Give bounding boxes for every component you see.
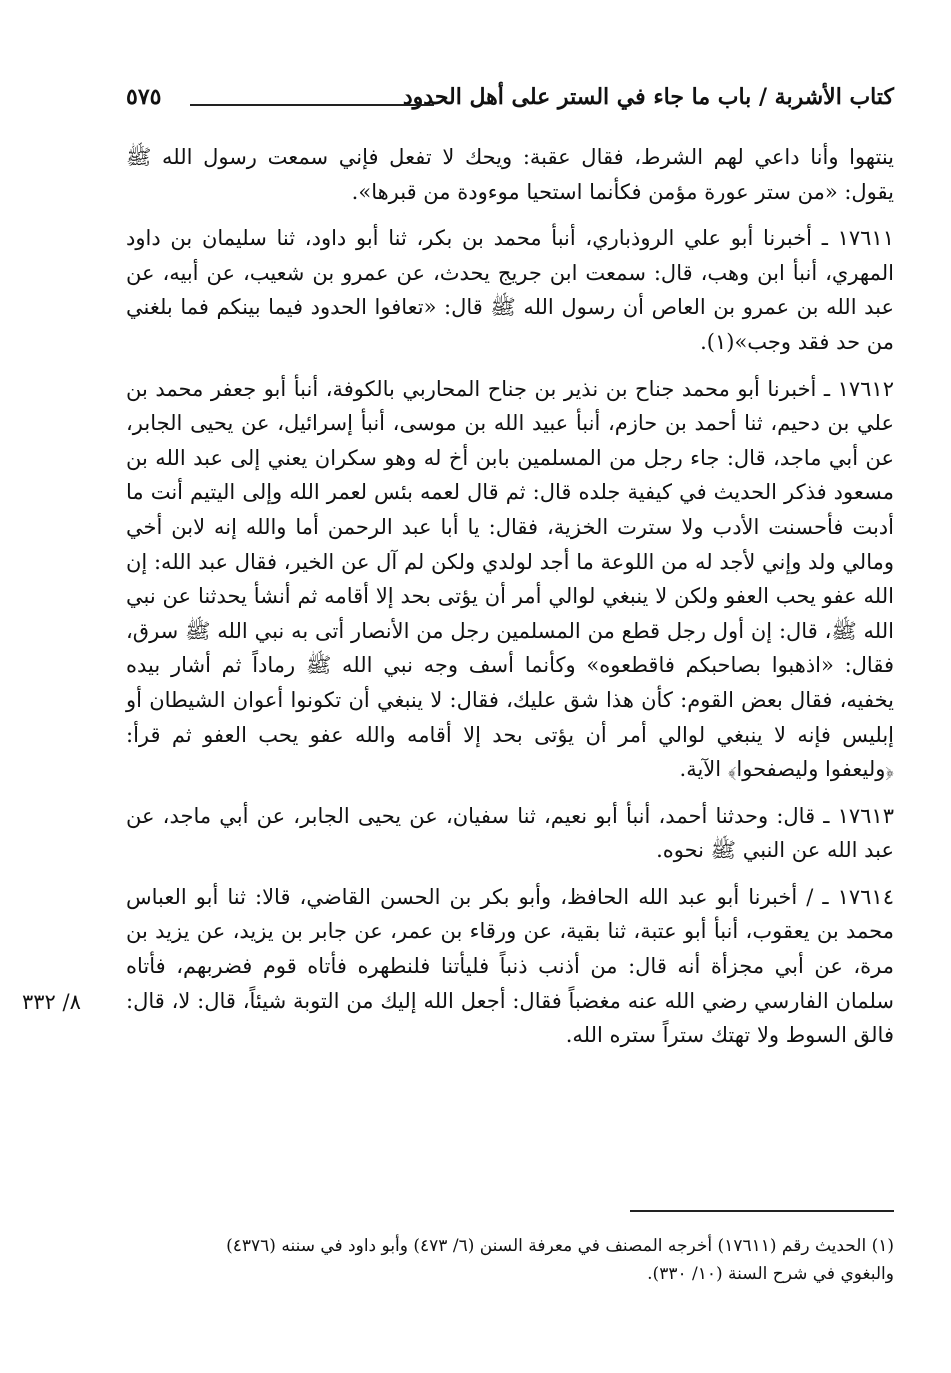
page-number: ٥٧٥ xyxy=(126,84,162,110)
paragraph-continuation: ينتهوا وأنا داعي لهم الشرط، فقال عقبة: ويحك لا تفعل فإني سمعت رسول الله ﷺ يقول: «من ستر عورة مؤمن فكأنما استحيا موءودة من قبرها». xyxy=(126,145,894,204)
main-text xyxy=(126,140,894,1065)
hadith-17612: ١٧٦١٢ ـ أخبرنا أبو محمد جناح بن نذير بن جناح المحاربي بالكوفة، أنبأ أبو جعفر محمد بن علي بن دحيم، ثنا أحمد بن حازم، أنبأ عبيد الله بن موسى، أنبأ إسرائيل، عن يحيى الجابر، عن أبي ماجد، قال: جاء رجل من المسلمين بابن أخ له وهو سكران يعني إلى عبد الله بن مسعود فذكر الحديث في كيفية جلده قال: ثم قال لعمه بئس لعمر الله وإلى اليتيم أنت ما أدبت فأحسنت الأدب ولا سترت الخزية، فقال: يا أبا عبد الرحمن أما والله إنه لابن أخي ومالي ولد وإني لأجد له من اللوعة ما أجد لولدي ولكن لم آل عن الخير، فقال عبد الله: إن الله عفو يحب العفو ولكن لا ينبغي لوالي أمر أن يؤتى بحد إلا أقامه ثم أنشأ يحدثنا عن نبي الله ﷺ، قال: إن أول رجل قطع من المسلمين رجل من الأنصار أتى به نبي الله ﷺ سرق، فقال: «اذهبوا بصاحبكم فاقطعوه» وكأنما أسف وجه نبي الله ﷺ رماداً ثم أشار بيده يخفيه، فقال بعض القوم: كأن هذا شق عليك، فقال: لا ينبغي أن تكونوا أعوان الشيطان أو إبليس فإنه لا ينبغي لوالي أمر أن يؤتى بحد إلا أقامه والله عفو يحب العفو ثم قرأ: ﴿وليعفوا وليصفحوا﴾ الآية. xyxy=(126,376,894,782)
footnote-line: (١) الحديث رقم (١٧٦١١) أخرجه المصنف في معرفة السنن (٦/ ٤٧٣) وأبو داود في سننه (٤٣٧٦) xyxy=(226,1236,894,1256)
header-title: كتاب الأشربة / باب ما جاء في الستر على أهل الحدود xyxy=(402,84,894,110)
footnotes xyxy=(126,1232,894,1288)
footnote-separator xyxy=(630,1210,894,1212)
hadith-17613: ١٧٦١٣ ـ قال: وحدثنا أحمد، أنبأ أبو نعيم، ثنا سفيان، عن يحيى الجابر، عن أبي ماجد، عن عبد الله عن النبي ﷺ نحوه. xyxy=(126,803,894,863)
margin-volume-page-reference: ٨/ ٣٣٢ xyxy=(22,990,81,1014)
footnote-line: والبغوي في شرح السنة (١٠/ ٣٣٠). xyxy=(647,1264,894,1284)
running-header xyxy=(126,82,894,118)
hadith-17611: ١٧٦١١ ـ أخبرنا أبو علي الروذباري، أنبأ محمد بن بكر، ثنا أبو داود، ثنا سليمان بن داود المهري، أنبأ ابن وهب، قال: سمعت ابن جريج يحدث، عن عمرو بن شعيب، عن أبيه، عن عبد الله بن عمرو بن العاص أن رسول الله ﷺ قال: «تعافوا الحدود فيما بينكم فما بلغني من حد فقد وجب»(١). xyxy=(126,226,894,354)
header-rule xyxy=(190,104,434,106)
hadith-17614: ١٧٦١٤ ـ / أخبرنا أبو عبد الله الحافظ، وأبو بكر بن الحسن القاضي، قالا: ثنا أبو العباس محمد بن يعقوب، أنبأ أبو عتبة، ثنا بقية، عن ورقاء بن عمر، عن جابر بن يزيد، عن يزيد بن مرة، عن أبي مجزأة أنه قال: من أذنب ذنباً فليأتنا فلنطهره فأتاه قوم فضربهم، فأتاه سلمان الفارسي رضي الله عنه مغضباً فقال: أجعل الله إليك من التوبة شيئاً، قال: لا، قال: فالق السوط ولا تهتك ستراً ستره الله. xyxy=(126,884,894,1048)
